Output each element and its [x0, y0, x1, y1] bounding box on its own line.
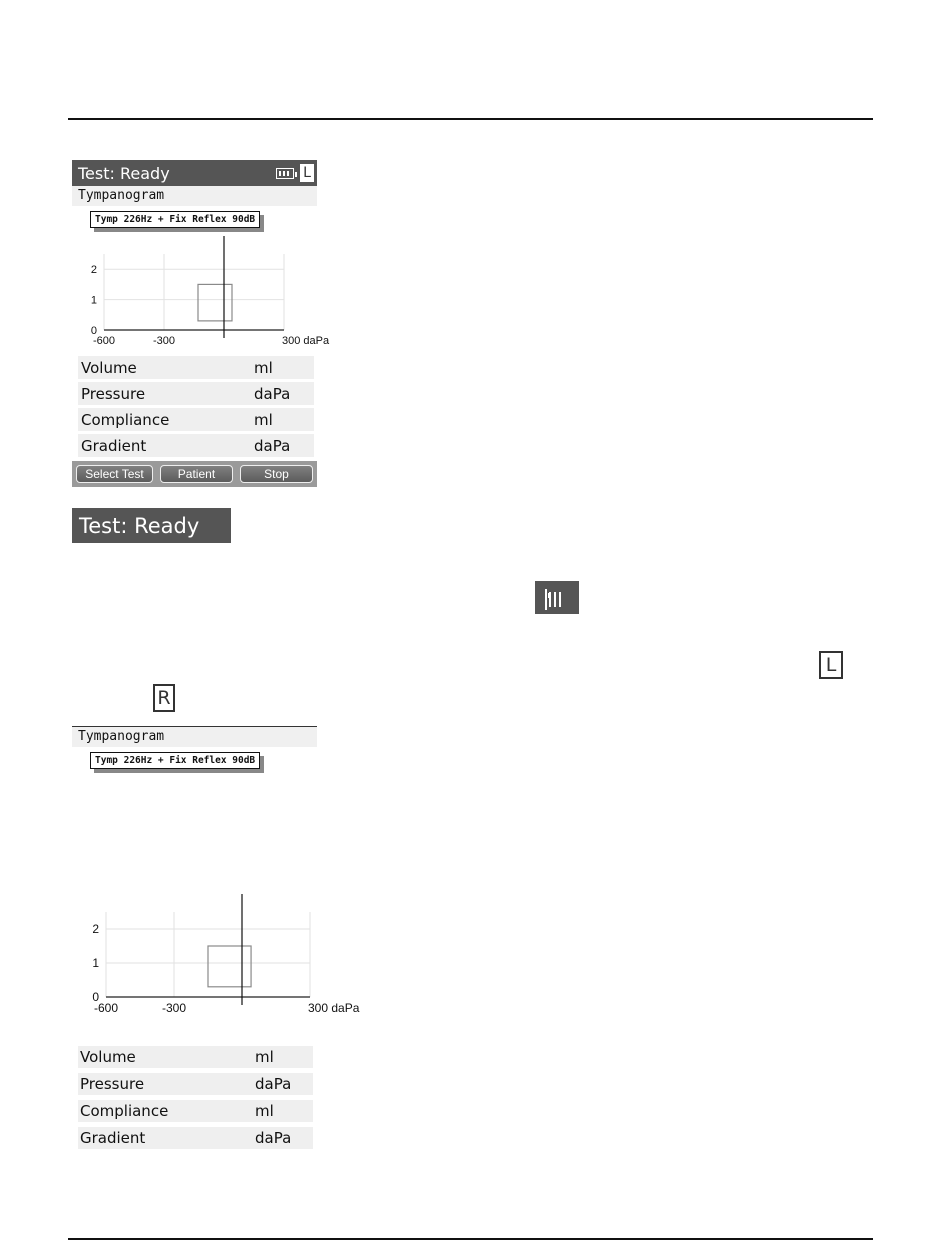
result-row-pressure — [78, 382, 314, 405]
battery-icon — [545, 589, 547, 610]
result-unit: daPa — [254, 384, 291, 403]
x-tick-label: -600 — [93, 1001, 119, 1015]
result-row-compliance — [78, 408, 314, 431]
battery-callout — [535, 581, 579, 614]
compliance-acceptance-box — [198, 284, 232, 320]
tympanogram-chart — [72, 236, 330, 356]
result-unit: ml — [254, 410, 273, 429]
y-tick-label: 2 — [92, 922, 99, 936]
result-row-pressure — [78, 1073, 313, 1095]
result-unit: daPa — [255, 1129, 292, 1147]
test-status-large: Test: Ready — [79, 513, 200, 538]
top-rule — [68, 118, 873, 120]
test-status: Test: Ready — [78, 163, 170, 183]
result-label: Volume — [81, 358, 137, 377]
result-row-gradient — [78, 434, 314, 457]
y-tick-label: 0 — [90, 325, 97, 337]
y-tick-label: 1 — [90, 294, 97, 307]
status-callout — [72, 508, 231, 543]
result-row-compliance — [78, 1100, 313, 1122]
x-tick-label: 300 daPa — [308, 1001, 360, 1015]
result-unit: ml — [254, 358, 273, 377]
test-protocol-tag-callout: Tymp 226Hz + Fix Reflex 90dB — [90, 752, 260, 769]
result-label: Gradient — [80, 1129, 146, 1147]
result-label: Pressure — [80, 1075, 145, 1093]
y-tick-label: 0 — [92, 990, 99, 1004]
results-table — [78, 356, 314, 460]
y-tick-label: 2 — [90, 264, 97, 277]
result-label: Compliance — [81, 410, 170, 429]
result-unit: daPa — [254, 436, 291, 455]
softkey-bar — [72, 461, 317, 487]
x-tick-label: -300 — [152, 335, 176, 347]
battery-icon — [276, 168, 294, 179]
test-protocol-tag: Tymp 226Hz + Fix Reflex 90dB — [90, 211, 260, 228]
x-tick-label: -300 — [161, 1001, 187, 1015]
subtitle-callout: Tympanogram — [72, 727, 317, 747]
result-label: Volume — [80, 1048, 136, 1066]
x-tick-label: -600 — [92, 335, 116, 347]
y-tick-label: 1 — [92, 956, 99, 970]
result-label: Pressure — [81, 384, 146, 403]
results-table-callout — [78, 1046, 313, 1154]
result-unit: daPa — [255, 1075, 292, 1093]
result-unit: ml — [255, 1102, 274, 1120]
x-tick-label: 300 daPa — [282, 335, 330, 347]
bottom-rule — [68, 1238, 873, 1240]
screen-subtitle: Tympanogram — [72, 186, 317, 206]
result-unit: ml — [255, 1048, 274, 1066]
tympanogram-chart-large — [72, 890, 360, 1025]
select-test-button[interactable]: Select Test — [76, 465, 153, 483]
ear-indicator-left-icon: L — [819, 651, 843, 679]
stop-button[interactable]: Stop — [240, 465, 313, 483]
ear-indicator-right-icon: R — [153, 684, 175, 712]
result-label: Compliance — [80, 1102, 169, 1120]
ear-indicator-left: L — [300, 164, 314, 182]
result-row-gradient — [78, 1127, 313, 1149]
result-row-volume — [78, 356, 314, 379]
patient-button[interactable]: Patient — [160, 465, 233, 483]
compliance-acceptance-box — [208, 946, 251, 987]
result-row-volume — [78, 1046, 313, 1068]
result-label: Gradient — [81, 436, 147, 455]
status-bar — [72, 160, 317, 186]
device-screen — [72, 160, 330, 487]
